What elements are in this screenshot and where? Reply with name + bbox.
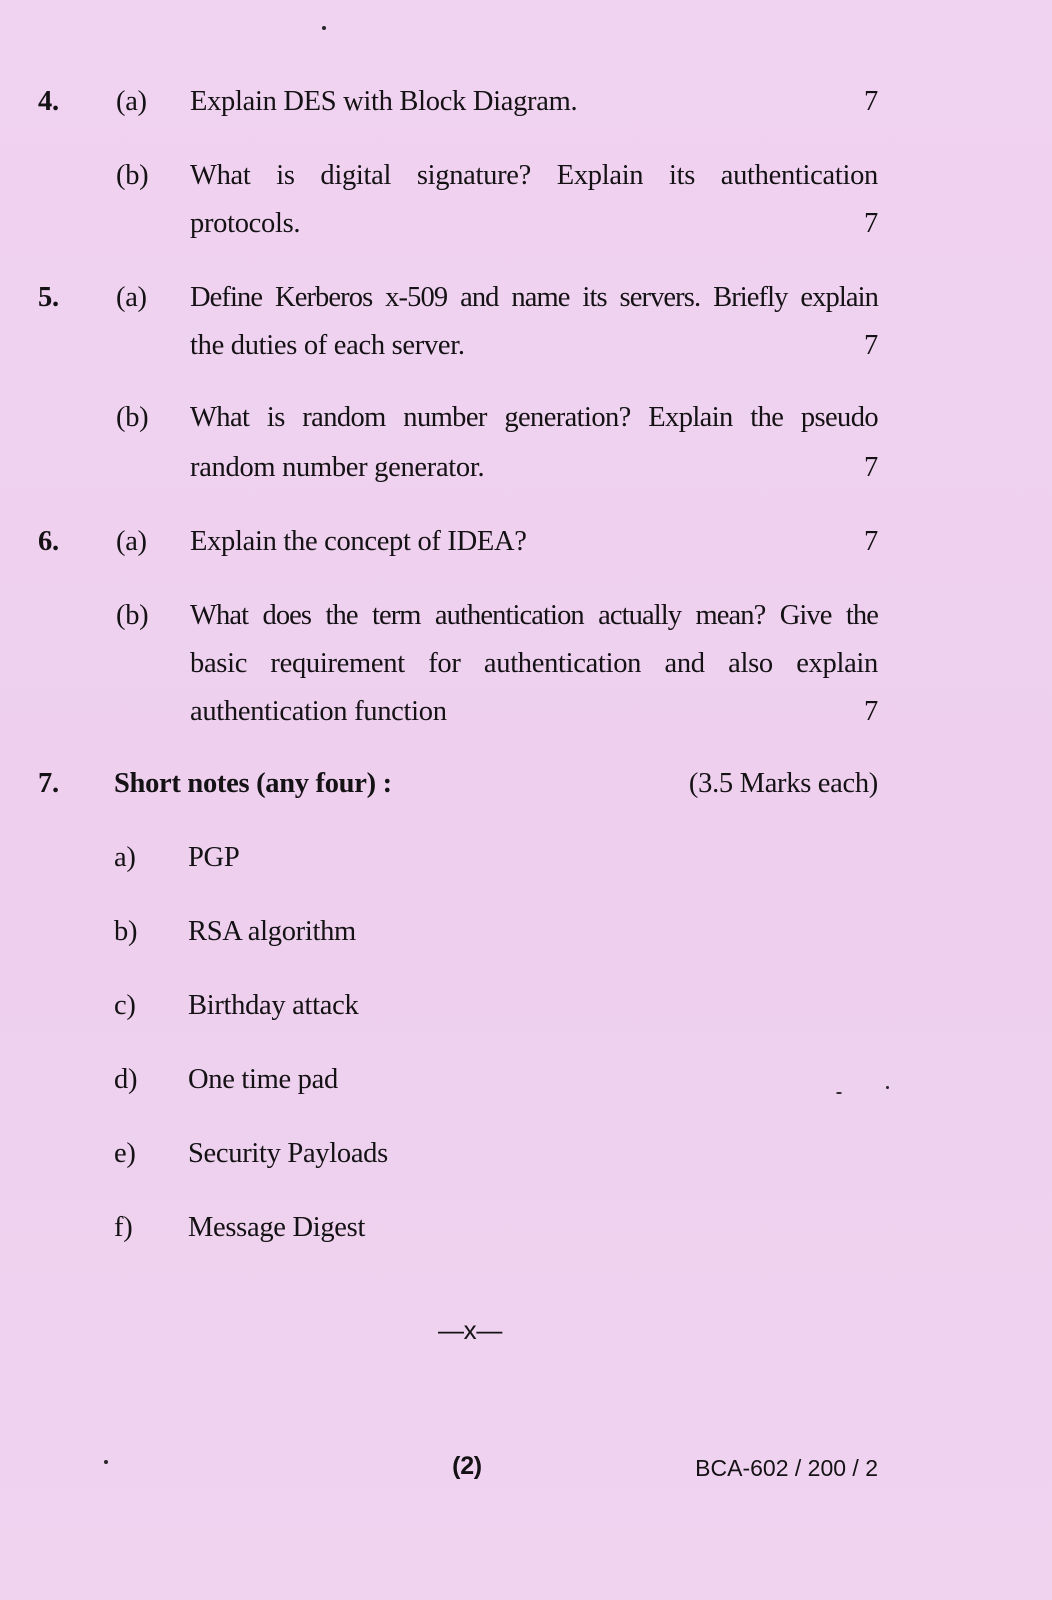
question-number-7: 7. (38, 768, 59, 799)
question-4a-label: (a) (116, 86, 147, 117)
scan-speck (836, 1092, 842, 1094)
short-note-text: Message Digest (188, 1212, 366, 1243)
short-notes-title: Short notes (any four) : (114, 768, 392, 799)
question-5a-text-line2: the duties of each server. (190, 330, 465, 361)
question-4b-marks: 7 (864, 208, 878, 239)
short-note-label: c) (114, 990, 136, 1021)
short-note-text: RSA algorithm (188, 916, 356, 947)
question-6b-text-line1: What does the term authentication actually mean? Give the (190, 600, 878, 631)
question-6b-marks: 7 (864, 696, 878, 727)
short-note-label: e) (114, 1138, 136, 1169)
question-6a-marks: 7 (864, 526, 878, 557)
question-4a-text: Explain DES with Block Diagram. (190, 86, 578, 117)
question-4b-text-line1: What is digital signature? Explain its authentication (190, 160, 878, 191)
short-note-text: Birthday attack (188, 990, 359, 1021)
question-6a-label: (a) (116, 526, 147, 557)
question-5a-label: (a) (116, 282, 147, 313)
short-note-text: Security Payloads (188, 1138, 388, 1169)
question-6b-text-line2: basic requirement for authentication and also explain (190, 648, 878, 679)
question-5b-text-line1: What is random number generation? Explain the pseudo (190, 402, 878, 433)
scan-speck (322, 26, 326, 30)
question-4b-text-line2: protocols. (190, 208, 301, 239)
short-note-label: b) (114, 916, 138, 947)
question-5b-text-line2: random number generator. (190, 452, 485, 483)
question-6a-text: Explain the concept of IDEA? (190, 526, 527, 557)
question-number-4: 4. (38, 86, 59, 117)
question-4b-label: (b) (116, 160, 149, 191)
paper-code: BCA-602 / 200 / 2 (695, 1455, 878, 1481)
short-note-text: PGP (188, 842, 240, 873)
question-6b-label: (b) (116, 600, 149, 631)
question-6b-text-line3: authentication function (190, 696, 447, 727)
short-note-label: d) (114, 1064, 138, 1095)
short-note-label: f) (114, 1212, 133, 1243)
short-note-label: a) (114, 842, 136, 873)
question-number-6: 6. (38, 526, 59, 557)
question-5b-label: (b) (116, 402, 149, 433)
scan-speck (104, 1460, 108, 1464)
question-number-5: 5. (38, 282, 59, 313)
short-note-text: One time pad (188, 1064, 338, 1095)
scan-speck (886, 1086, 889, 1089)
question-5a-marks: 7 (864, 330, 878, 361)
question-5a-text-line1: Define Kerberos x-509 and name its servers. Briefly explain (190, 282, 878, 313)
question-5b-marks: 7 (864, 452, 878, 483)
page-number: (2) (452, 1452, 482, 1480)
short-notes-marks: (3.5 Marks each) (688, 768, 878, 799)
question-4a-marks: 7 (864, 86, 878, 117)
end-marker: —x— (437, 1315, 503, 1345)
